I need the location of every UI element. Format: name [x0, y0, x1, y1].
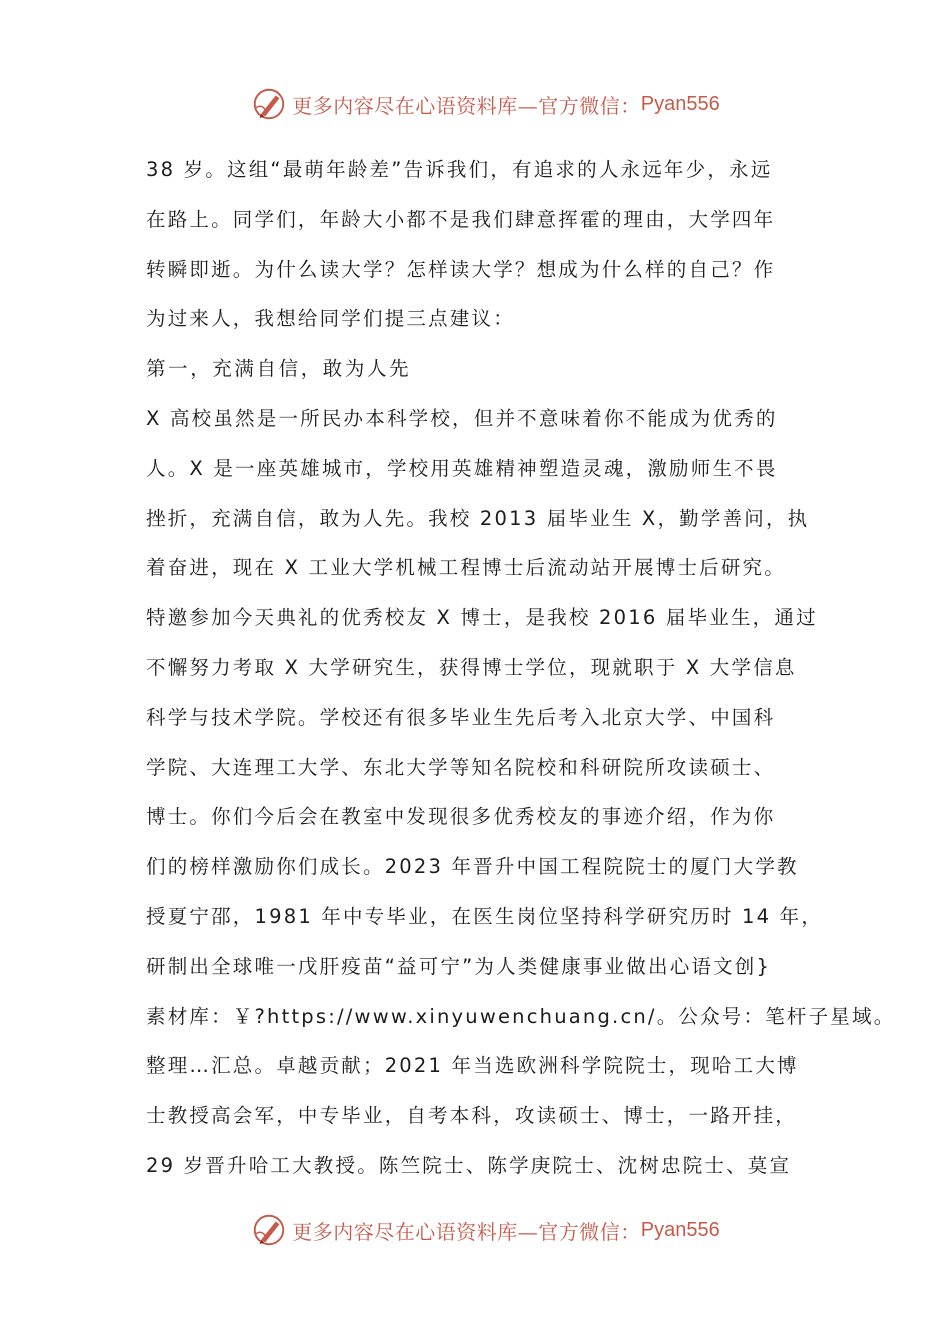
banner-text: 更多内容尽在心语资料库—官方微信： — [292, 1219, 641, 1244]
body-line: 在路上。同学们，年龄大小都不是我们肆意挥霍的理由，大学四年 — [146, 207, 776, 231]
banner-text: 更多内容尽在心语资料库—官方微信： — [292, 93, 641, 118]
body-line: 素材库：￥?https://www.xinyuwenchuang.cn/。公众号：笔杆子星域。 — [146, 1004, 896, 1028]
body-line: 不懈努力考取 X 大学研究生，获得博士学位，现就职于 X 大学信息 — [146, 655, 797, 679]
body-line: 挫折，充满自信，敢为人先。我校 2013 届毕业生 X，勤学善问，执 — [146, 506, 810, 530]
body-line: 研制出全球唯一戊肝疫苗“益可宁”为人类健康事业做出心语文创} — [146, 954, 772, 978]
banner-wechat-handle: Pyan556 — [640, 92, 720, 115]
body-line: 授夏宁邵，1981 年中专毕业，在医生岗位坚持科学研究历时 14 年， — [146, 904, 824, 928]
body-line: 士教授高会军，中专毕业，自考本科，攻读硕士、博士，一路开挂， — [146, 1104, 798, 1128]
footer-banner — [0, 1208, 950, 1252]
body-line: 转瞬即逝。为什么读大学？怎样读大学？想成为什么样的自己？作 — [146, 257, 776, 281]
body-line: 38 岁。这组“最萌年龄差”告诉我们，有追求的人永远年少，永远 — [146, 158, 773, 181]
pen-nib-logo-icon — [250, 85, 288, 123]
body-line: 29 岁晋升哈工大教授。陈竺院士、陈学庚院士、沈树忠院士、莫宣 — [146, 1153, 792, 1177]
body-line: 整理…汇总。卓越贡献；2021 年当选欧洲科学院院士，现哈工大博 — [146, 1054, 799, 1078]
body-line: 着奋进，现在 X 工业大学机械工程博士后流动站开展博士后研究。 — [146, 556, 786, 580]
body-line: 为过来人，我想给同学们提三点建议： — [146, 307, 515, 331]
section-heading: 第一，充满自信，敢为人先 — [146, 357, 412, 381]
header-banner — [0, 82, 950, 126]
pen-nib-logo-icon — [250, 1211, 288, 1249]
header-banner-inner — [250, 85, 719, 123]
body-line: 特邀参加今天典礼的优秀校友 X 博士，是我校 2016 届毕业生，通过 — [146, 606, 818, 630]
document-body — [146, 145, 896, 1191]
body-line: 科学与技术学院。学校还有很多毕业生先后考入北京大学、中国科 — [146, 705, 776, 729]
body-line: 博士。你们今后会在教室中发现很多优秀校友的事迹介绍，作为你 — [146, 805, 776, 829]
body-line: X 高校虽然是一所民办本科学校，但并不意味着你不能成为优秀的 — [146, 406, 778, 430]
body-line: 们的榜样激励你们成长。2023 年晋升中国工程院院士的厦门大学教 — [146, 855, 799, 879]
banner-wechat-handle: Pyan556 — [640, 1218, 720, 1241]
body-line: 学院、大连理工大学、东北大学等知名院校和科研院所攻读硕士、 — [146, 755, 776, 779]
body-line: 人。X 是一座英雄城市，学校用英雄精神塑造灵魂，激励师生不畏 — [146, 456, 778, 480]
footer-banner-inner — [250, 1211, 719, 1249]
